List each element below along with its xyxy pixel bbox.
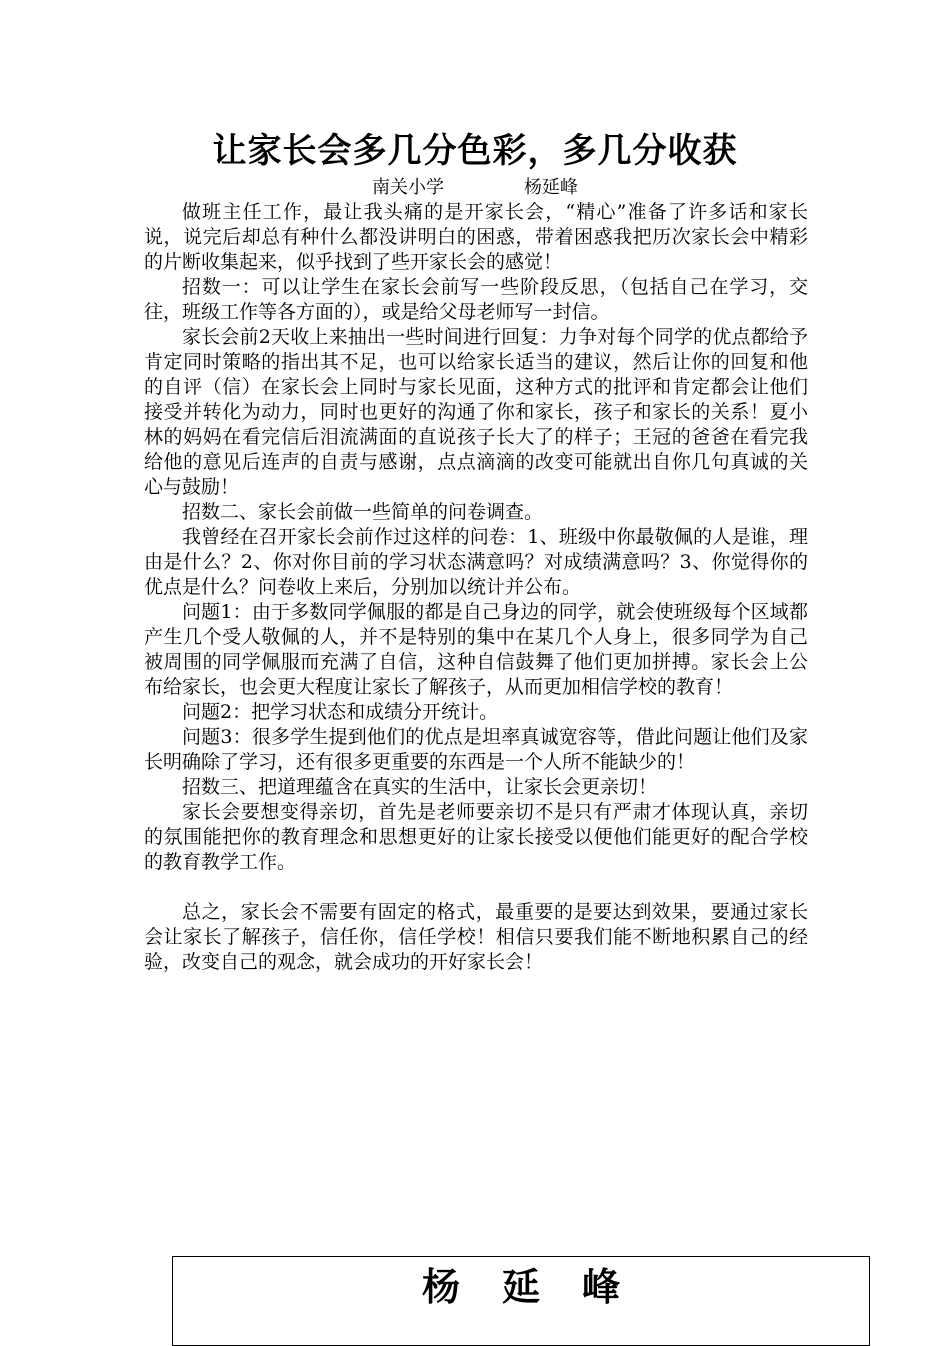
paragraph: 招数三、把道理蕴含在真实的生活中，让家长会更亲切！ xyxy=(182,776,658,798)
paragraph: 我曾经在召开家长会前作过这样的问卷：1、班级中你最敬佩的人是谁，理由是什么？2、你对你目前的学习状态满意吗？对成绩满意吗？3、你觉得你的优点是什么？问卷收上来后，分别加以统计并公布。 xyxy=(144,526,808,598)
paragraph: 问题2：把学习状态和成绩分开统计。 xyxy=(182,701,499,723)
conclusion-paragraph: 总之，家长会不需要有固定的格式，最重要的是要达到效果，要通过家长会让家长了解孩子，信任你，信任学校！相信只要我们能不断地积累自己的经验，改变自己的观念，就会成功的开好家长会！ xyxy=(144,901,808,973)
author-name: 杨延峰 xyxy=(524,177,578,198)
signature-box xyxy=(172,1256,870,1346)
paragraph: 问题3：很多学生提到他们的优点是坦率真诚宽容等，借此问题让他们及家长明确除了学习，还有很多更重要的东西是一个人所不能缺少的！ xyxy=(144,726,808,773)
school-name: 南关小学 xyxy=(372,177,444,198)
paragraph: 做班主任工作，最让我头痛的是开家长会，“精心”准备了许多话和家长说，说完后却总有种什么都没讲明白的困惑，带着困惑我把历次家长会中精彩的片断收集起来，似乎找到了些开家长会的感觉！ xyxy=(144,201,808,273)
document-title: 让家长会多几分色彩，多几分收获 xyxy=(212,131,738,171)
signature-name: 杨延峰 xyxy=(421,1265,662,1309)
paragraph: 招数一：可以让学生在家长会前写一些阶段反思，（包括自己在学习，交往，班级工作等各方面的），或是给父母老师写一封信。 xyxy=(144,276,808,323)
article-body xyxy=(144,200,808,975)
paragraph: 家长会要想变得亲切，首先是老师要亲切不是只有严肃才体现认真，亲切的氛围能把你的教育理念和思想更好的让家长接受以便他们能更好的配合学校的教育教学工作。 xyxy=(144,801,808,873)
paragraph: 家长会前2天收上来抽出一些时间进行回复：力争对每个同学的优点都给予肯定同时策略的指出其不足，也可以给家长适当的建议，然后让你的回复和他的自评（信）在家长会上同时与家长见面，这种方式的批评和肯定都会让他们接受并转化为动力，同时也更好的沟通了你和家长，孩子和家长的关系！夏小林的妈妈在看完信后泪流满面的直说孩子长大了的样子；王冠的爸爸在看完我给他的意见后连声的自责与感谢，点点滴滴的改变可能就出自你几句真诚的关心与鼓励！ xyxy=(144,326,808,498)
paragraph: 招数二、家长会前做一些简单的问卷调查。 xyxy=(182,501,544,523)
paragraph: 问题1：由于多数同学佩服的都是自己身边的同学，就会使班级每个区域都产生几个受人敬佩的人，并不是特别的集中在某几个人身上，很多同学为自己被周围的同学佩服而充满了自信，这种自信鼓舞了他们更加拼搏。家长会上公布给家长，也会更大程度让家长了解孩子，从而更加相信学校的教育！ xyxy=(144,601,808,698)
byline xyxy=(0,176,950,200)
